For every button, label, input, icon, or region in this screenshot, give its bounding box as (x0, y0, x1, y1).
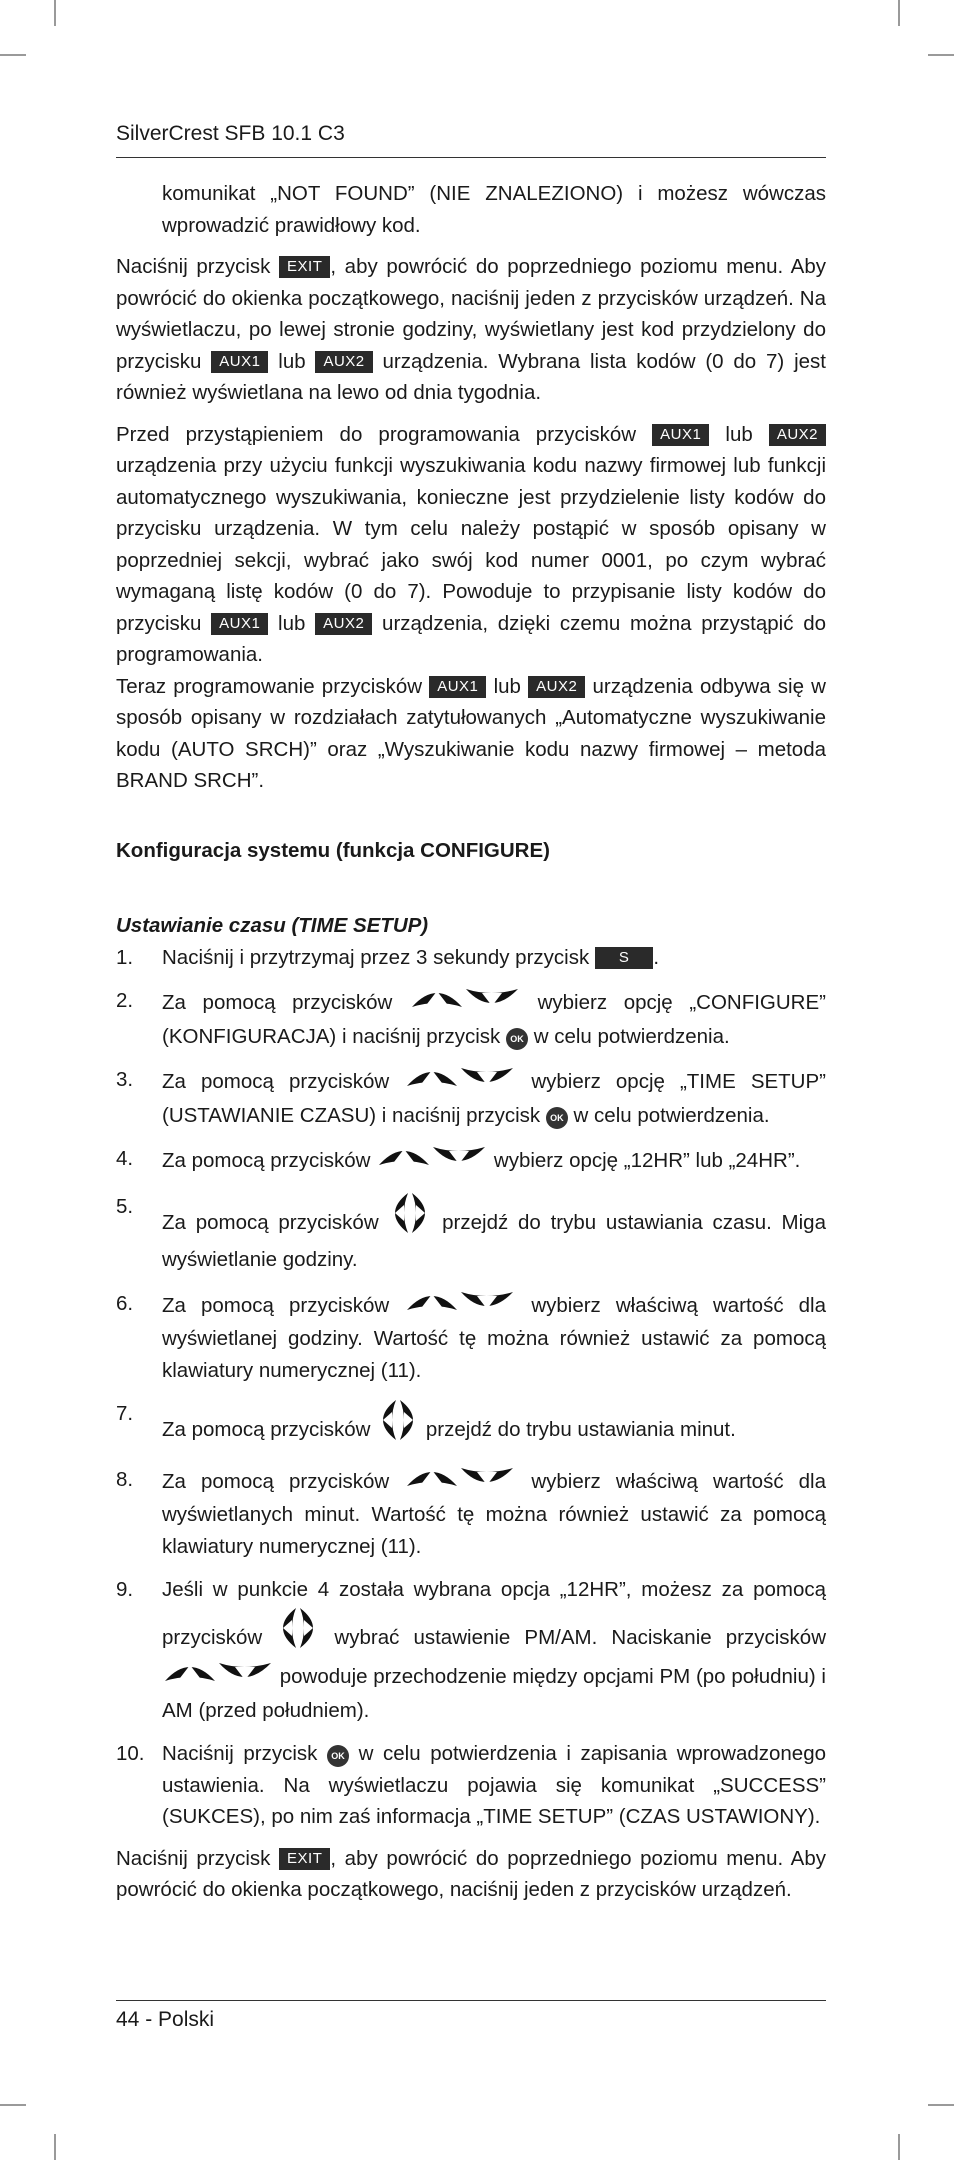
footer-rule (116, 2000, 826, 2001)
aux2-button-icon: AUX2 (315, 351, 372, 373)
paragraph: komunikat „NOT FOUND” (NIE ZNALEZIONO) i możesz wówczas wprowadzić prawidłowy kod. (162, 182, 826, 237)
up-down-arrows-icon (376, 1143, 488, 1179)
page-content (116, 178, 826, 1906)
list-item: 5. Za pomocą przycisków przejdź do trybu ustawiania czasu. Miga wyświetlanie godziny. (116, 1191, 826, 1276)
list-item: 3. Za pomocą przycisków wybierz opcję „TIME SETUP” (USTAWIANIE CZASU) i naciśnij przycisk OK w celu potwierdzenia. (116, 1064, 826, 1131)
s-button-icon: S (595, 947, 654, 969)
exit-button-icon: EXIT (279, 256, 330, 278)
aux1-button-icon: AUX1 (211, 613, 268, 635)
paragraph: Naciśnij przycisk EXIT , aby powrócić do poprzedniego poziomu menu. Aby powrócić do okienka początkowego, naciśnij jeden z przycisków urządzeń. (116, 1846, 826, 1901)
aux1-button-icon: AUX1 (429, 676, 486, 698)
crop-mark (0, 2104, 26, 2106)
list-item: 9. Jeśli w punkcie 4 została wybrana opcja „12HR”, możesz za pomocą przycisków wybrać ustawienie PM/AM. Naciskanie przycisków powoduje przechodzenie między opcjami PM (po południu) i AM (przed południem). (116, 1578, 826, 1722)
list-item: 1. Naciśnij i przytrzymaj przez 3 sekundy przycisk S . (116, 945, 660, 969)
ok-button-icon: OK (506, 1028, 528, 1050)
crop-mark (54, 2134, 56, 2160)
paragraph: Naciśnij przycisk EXIT , aby powrócić do poprzedniego poziomu menu. Aby powrócić do okienka początkowego, naciśnij jeden z przycisków urządzeń. Na wyświetlaczu, po lewej stronie godziny, wyświetlany jest kod przydzielony do przycisku AUX1 lub AUX2 urządzenia. Wybrana lista kodów (0 do 7) jest również wyświetlana na lewo od dnia tygodnia. (116, 255, 826, 404)
left-right-arrows-icon (388, 1191, 432, 1245)
crop-mark (928, 2104, 954, 2106)
crop-mark (928, 54, 954, 56)
list-item: 8. Za pomocą przycisków wybierz właściwą wartość dla wyświetlanych minut. Wartość tę można również ustawić za pomocą klawiatury numerycznej (11). (116, 1464, 826, 1563)
crop-mark (898, 2134, 900, 2160)
aux1-button-icon: AUX1 (652, 424, 709, 446)
exit-button-icon: EXIT (279, 1848, 330, 1870)
header-rule (116, 157, 826, 158)
steps-list (116, 942, 826, 1833)
list-item: 10. Naciśnij przycisk OK w celu potwierdzenia i zapisania wprowadzonego ustawienia. Na wyświetlaczu pojawia się komunikat „SUCCESS” (SUKCES), po nim zaś informacja „TIME SETUP” (CZAS USTAWIONY). (116, 1742, 826, 1828)
paragraph: Przed przystąpieniem do programowania przycisków AUX1 lub AUX2 urządzenia przy użyciu funkcji wyszukiwania kodu nazwy firmowej lub funkcji automatycznego wyszukiwania, konieczne jest przydzielenie listy kodów do przycisku urządzenia. W tym celu należy postąpić w sposób opisany w poprzedniej sekcji, wybrać jako swój kod numer 0001, po czym wybrać wymaganą listę kodów (0 do 7). Powoduje to przypisanie listy kodów do przycisku AUX1 lub AUX2 urządzenia, dzięki czemu można przystąpić do programowania. (116, 422, 827, 666)
page-header: SilverCrest SFB 10.1 C3 (116, 122, 345, 145)
list-item: 2. Za pomocą przycisków wybierz opcję „CONFIGURE” (KONFIGURACJA) i naciśnij przycisk OK w celu potwierdzenia. (116, 985, 826, 1052)
up-down-arrows-icon (404, 1064, 516, 1100)
crop-mark (0, 54, 26, 56)
list-item: 7. Za pomocą przycisków przejdź do trybu ustawiania minut. (116, 1398, 826, 1452)
crop-mark (898, 0, 900, 26)
aux2-button-icon: AUX2 (769, 424, 826, 446)
up-down-arrows-icon (404, 1288, 516, 1324)
up-down-arrows-icon (162, 1659, 274, 1695)
ok-button-icon: OK (546, 1107, 568, 1129)
page-footer: 44 - Polski (116, 2008, 215, 2031)
aux2-button-icon: AUX2 (528, 676, 585, 698)
ok-button-icon: OK (327, 1745, 349, 1767)
up-down-arrows-icon (409, 985, 521, 1021)
paragraph: Teraz programowanie przycisków AUX1 lub AUX2 urządzenia odbywa się w sposób opisany w rozdziałach zatytułowanych „Automatyczne wyszukiwanie kodu (AUTO SRCH)” oraz „Wyszukiwanie kodu nazwy firmowej – metoda BRAND SRCH”. (116, 674, 826, 792)
aux2-button-icon: AUX2 (315, 613, 372, 635)
up-down-arrows-icon (404, 1464, 516, 1500)
left-right-arrows-icon (376, 1398, 420, 1452)
left-right-arrows-icon (276, 1606, 320, 1660)
subsection-heading: Ustawianie czasu (TIME SETUP) (116, 914, 429, 937)
list-item: 6. Za pomocą przycisków wybierz właściwą wartość dla wyświetlanej godziny. Wartość tę można również ustawić za pomocą klawiatury numerycznej (11). (116, 1288, 826, 1387)
crop-mark (54, 0, 56, 26)
section-heading: Konfiguracja systemu (funkcja CONFIGURE) (116, 838, 550, 862)
list-item: 4. Za pomocą przycisków wybierz opcję „12HR” lub „24HR”. (116, 1143, 826, 1179)
aux1-button-icon: AUX1 (211, 351, 268, 373)
